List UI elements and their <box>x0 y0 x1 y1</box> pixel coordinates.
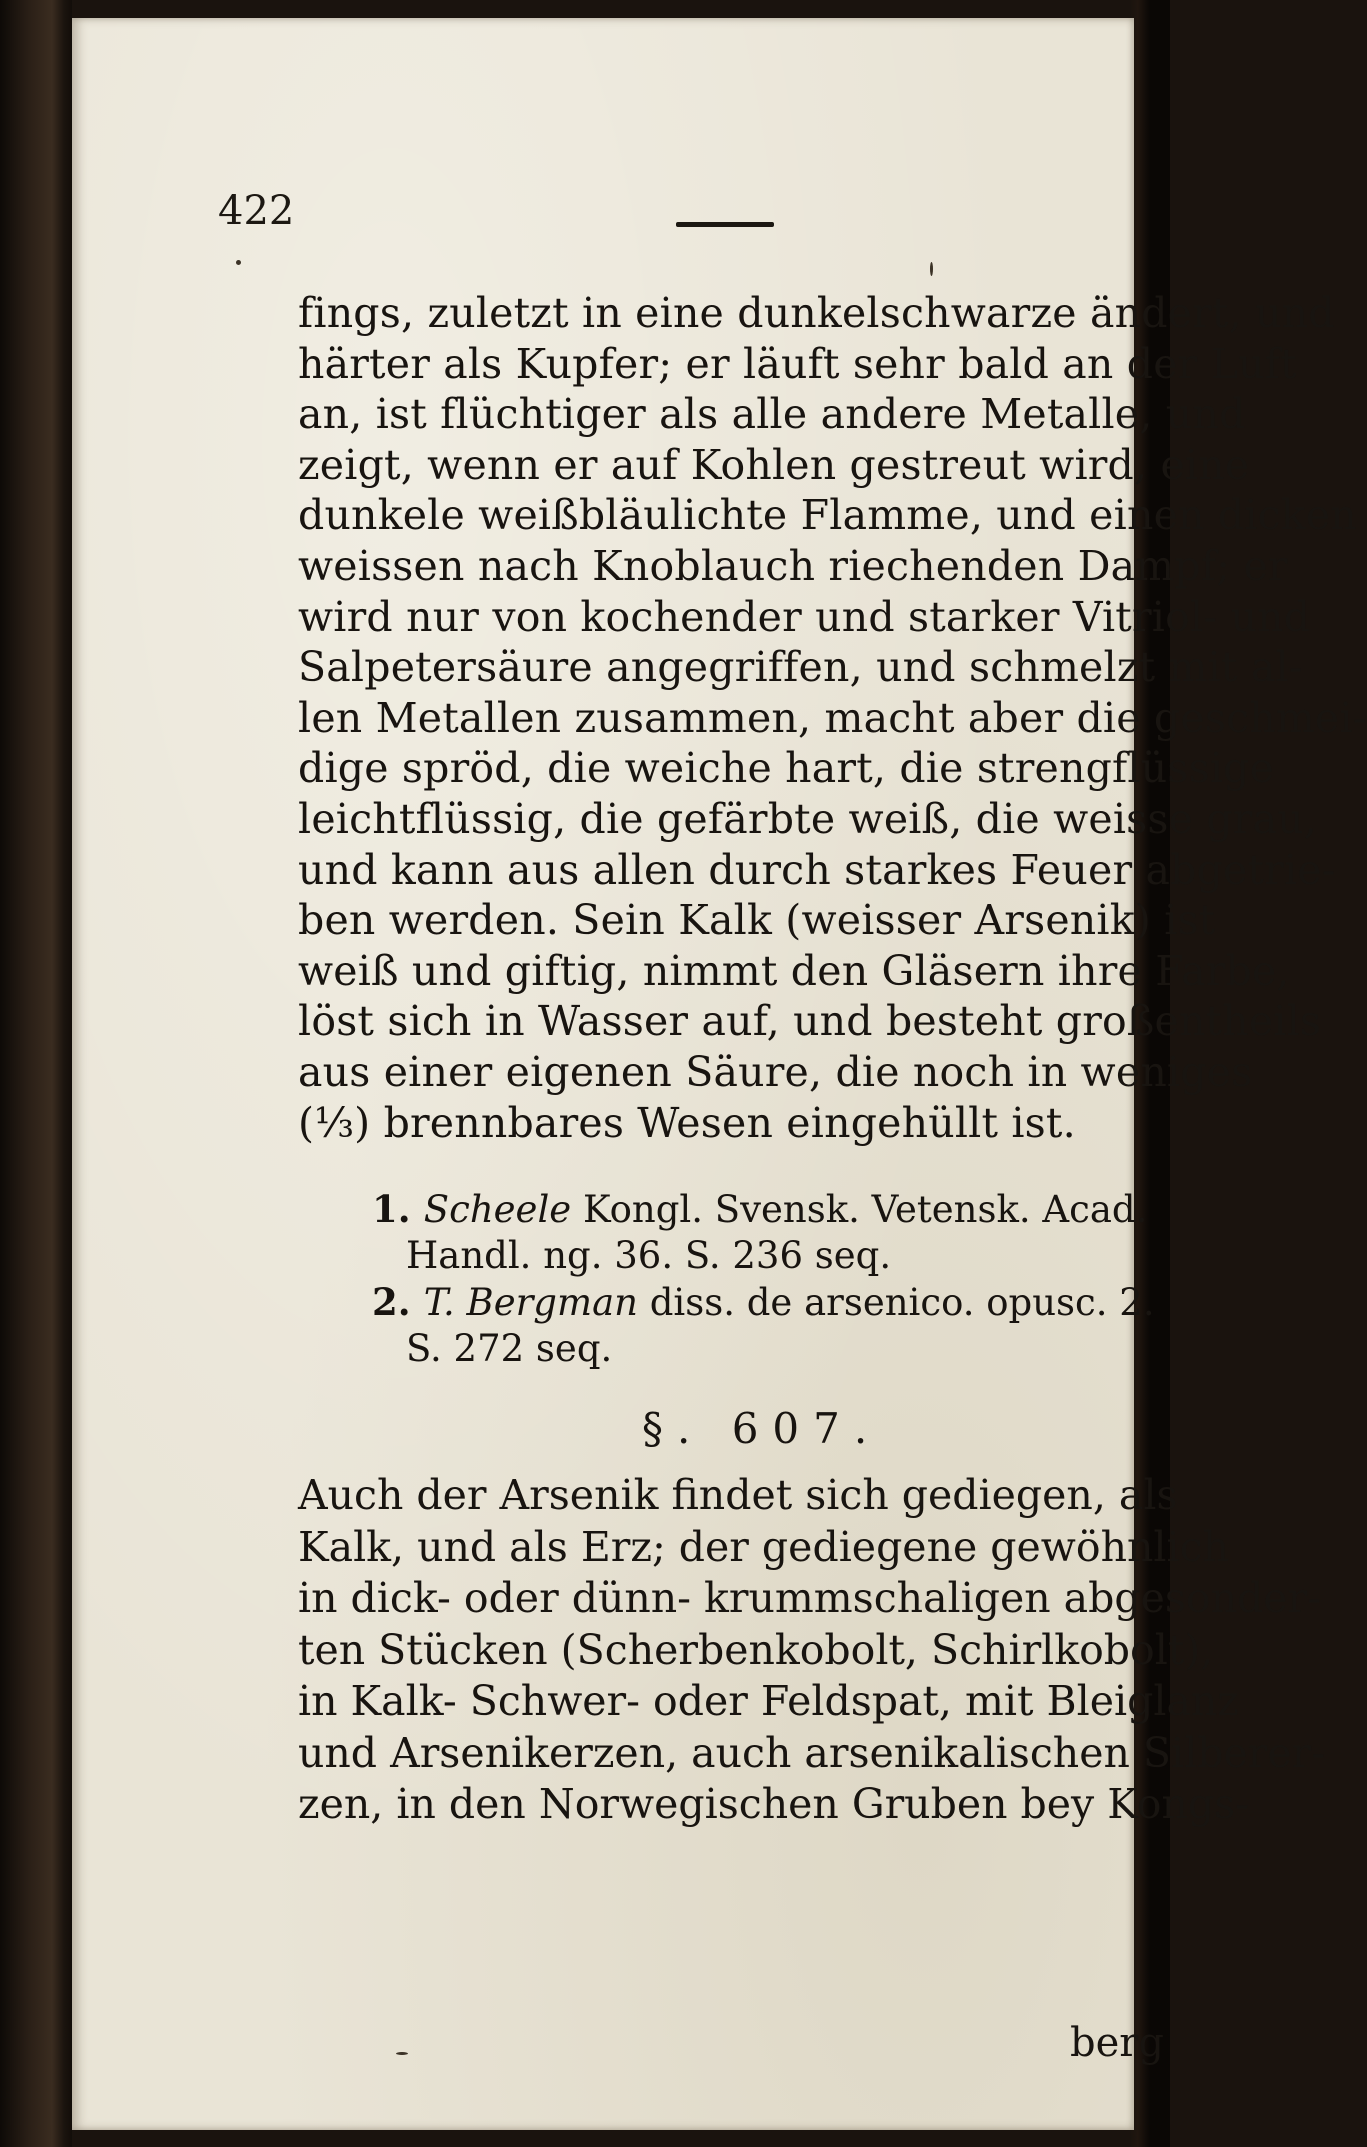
text-line: aus einer eigenen Säure, die noch in weniges <box>298 1047 1253 1096</box>
footnote-continuation: Handl. ng. 36. S. 236 seq. <box>406 1234 892 1277</box>
text-line: ten Stücken (Scherbenkobolt, Schirlkobolt), <box>298 1625 1214 1674</box>
text-line: und kann aus allen durch starkes Feuer abgetrie- <box>298 845 1336 894</box>
text-line: in Kalk- Schwer- oder Feldspat, mit Bleiglanz <box>298 1677 1239 1725</box>
text-line: löst sich in Wasser auf, und besteht großentheils <box>298 997 1322 1046</box>
text-line: (⅓) brennbares Wesen eingehüllt ist. <box>298 1098 1076 1147</box>
paragraph-2 <box>298 1470 1326 1831</box>
text-line: zen, in den Norwegischen Gruben bey Kongs- <box>298 1780 1249 1828</box>
footnotes <box>372 1186 1156 1372</box>
header-rule <box>676 222 774 227</box>
text-line: in dick- oder dünn- krummschaligen abgesonder- <box>298 1574 1321 1622</box>
text-line: leichtflüssig, die gefärbte weiß, die weisse grau, <box>298 794 1318 843</box>
text-line: weiß und giftig, nimmt den Gläsern ihre Farbe, <box>298 946 1290 995</box>
text-line: zeigt, wenn er auf Kohlen gestreut wird, eine <box>298 440 1250 489</box>
text-line: wird nur von kochender und starker Vitriol- und <box>298 592 1311 641</box>
footnote-text: Kongl. Svensk. Vetensk. Acad. <box>582 1188 1148 1231</box>
footnote-text: diss. de arsenico. opusc. 2. <box>649 1281 1155 1324</box>
paper-speck <box>930 262 933 276</box>
footnote-author: Scheele <box>423 1188 572 1231</box>
footnote-continuation: S. 272 seq. <box>406 1327 613 1370</box>
paragraph-1 <box>298 288 1367 1148</box>
footnote-number: 2. <box>372 1280 411 1324</box>
text-line: Kalk, und als Erz; der gediegene gewöhnlich <box>298 1522 1229 1571</box>
section-heading: §. 607. <box>642 1404 882 1453</box>
text-line: len Metallen zusammen, macht aber die geschmei- <box>298 693 1367 742</box>
footnote-number: 1. <box>372 1187 411 1231</box>
footnote-2 <box>372 1279 1156 1372</box>
footnote-author: T. Bergman <box>423 1281 638 1324</box>
paper-speck <box>236 260 241 265</box>
text-line: fings, zuletzt in eine dunkelschwarze ändert, und <box>298 289 1335 337</box>
page-number: 422 <box>218 188 295 234</box>
paper-speck <box>396 2052 408 2055</box>
text-line: und Arsenikerzen, auch arsenikalischen Silberer- <box>298 1728 1326 1777</box>
catchword: berg <box>1070 2020 1165 2066</box>
text-line: Salpetersäure angegriffen, und schmelzt mit al- <box>298 643 1303 692</box>
text-line: dunkele weißbläulichte Flamme, und einen dicken <box>298 491 1357 540</box>
text-line: an, ist flüchtiger als alle andere Metalle, und <box>298 390 1246 439</box>
footnote-1 <box>372 1186 1156 1279</box>
text-line: härter als Kupfer; er läuft sehr bald an der Luft <box>298 339 1297 388</box>
text-line: dige spröd, die weiche hart, die strengflüssige <box>298 744 1275 793</box>
text-line: weissen nach Knoblauch riechenden Dampf; er <box>298 541 1288 590</box>
text-line: ben werden. Sein Kalk (weisser Arsenik) ist <box>298 896 1216 945</box>
text-line: Auch der Arsenik findet sich gediegen, als <box>298 1471 1178 1519</box>
